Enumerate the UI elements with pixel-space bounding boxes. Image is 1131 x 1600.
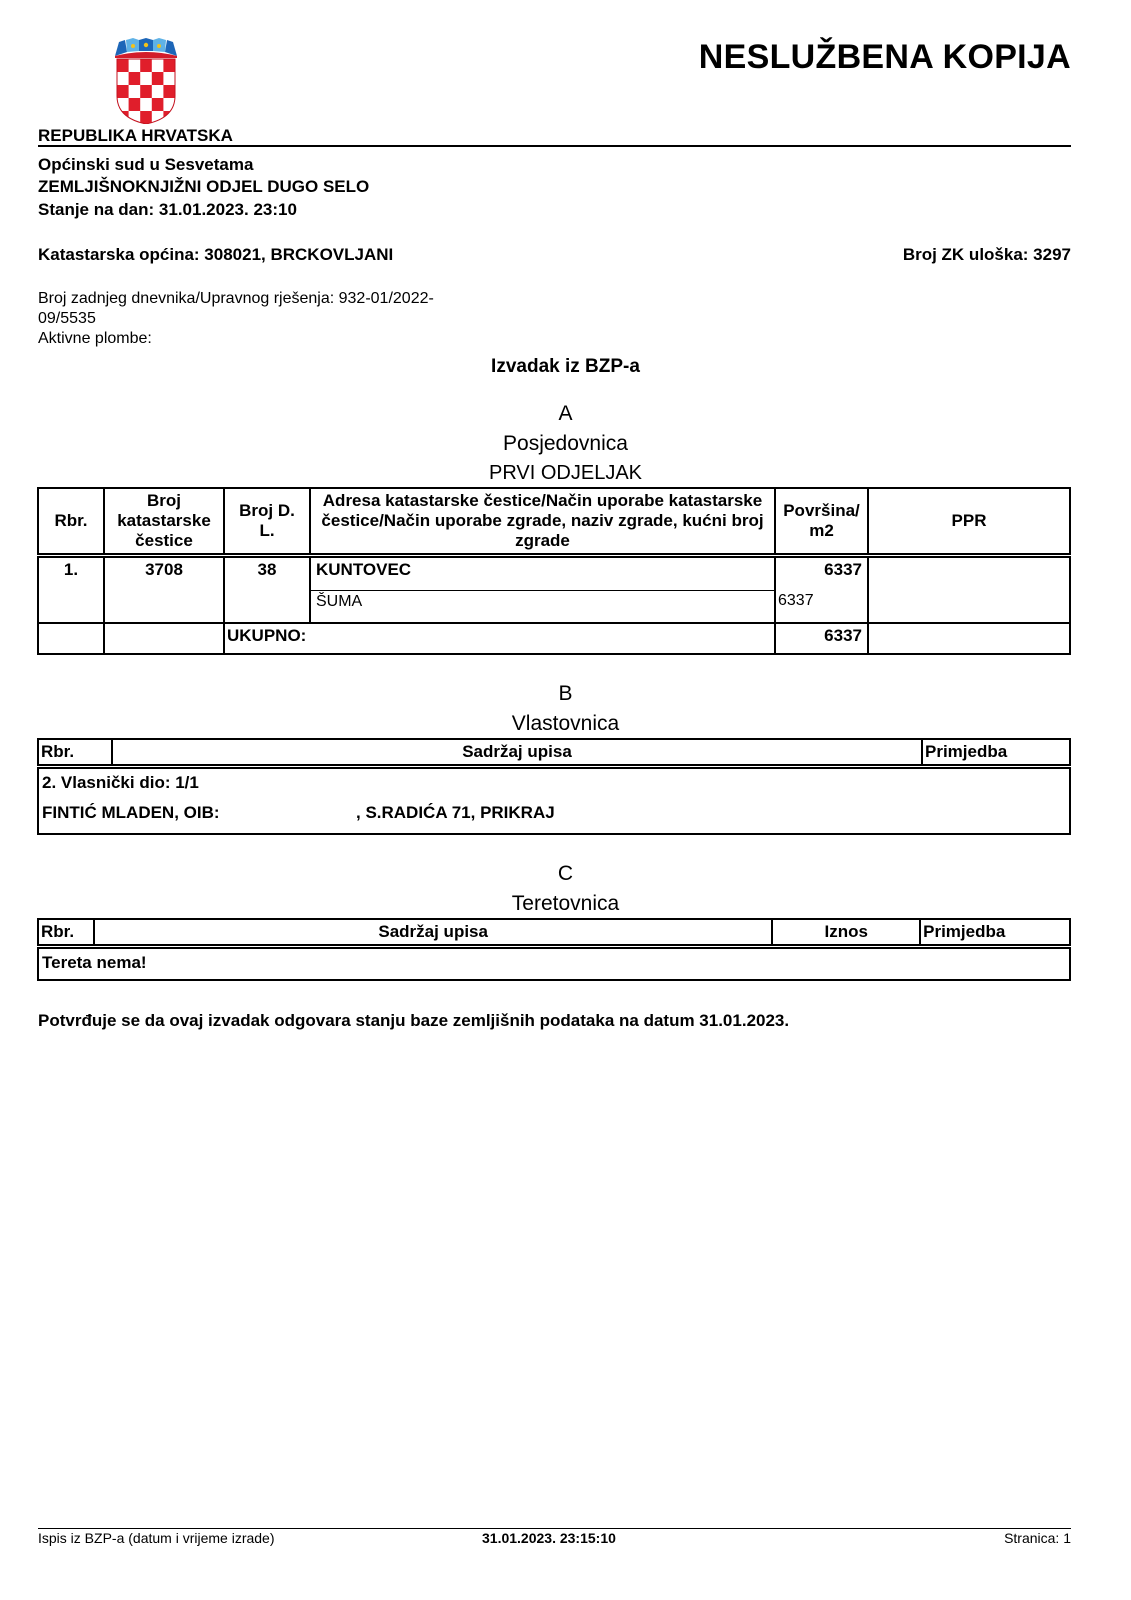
document-title: Izvadak iz BZP-a [491,356,640,377]
ownership-share: 2. Vlasnički dio: 1/1 [42,773,199,792]
possession-header-row [38,488,1070,556]
total-label: UKUPNO: [224,623,775,654]
unofficial-copy-heading: NESLUŽBENA KOPIJA [698,38,1071,76]
row-usage: ŠUMA [310,590,775,623]
footer-datetime: 31.01.2023. 23:15:10 [482,1530,616,1546]
owner-name: FINTIĆ MLADEN, OIB: [42,803,220,822]
active-seals: Aktivne plombe: [38,330,152,347]
footer-page-number: Stranica: 1 [1004,1530,1071,1546]
state-as-of: Stanje na dan: 31.01.2023. 23:10 [38,200,297,219]
total-area: 6337 [775,623,868,654]
row-dl-number: 38 [224,556,310,624]
total-row [38,623,1070,654]
section-b-letter: B [558,682,573,705]
col-rbr: Rbr. [38,919,94,947]
section-a-title: Posjedovnica [503,432,628,455]
col-rbr: Rbr. [38,739,112,767]
section-c-title: Teretovnica [511,892,620,915]
section-c-letter: C [557,862,574,885]
possession-table [37,487,1071,655]
owner-address: , S.RADIĆA 71, PRIKRAJ [356,803,555,822]
col-address: Adresa katastarske čestice/Način uporabe katastarske čestice/Način uporabe zgrade, naziv zgrade, kućni broj zgrade [310,488,775,556]
ownership-header-row [38,739,1070,767]
footer-label: Ispis iz BZP-a (datum i vrijeme izrade) [38,1530,275,1546]
section-a-letter: A [558,402,573,425]
row-usage-area: 6337 [775,590,868,623]
col-content: Sadržaj upisa [112,739,922,767]
footer-divider [38,1528,1071,1529]
checkerboard-shield [117,59,175,124]
registry-department: ZEMLJIŠNOKNJIŽNI ODJEL DUGO SELO [38,177,370,196]
col-ppr: PPR [868,488,1070,556]
header-divider [38,145,1071,147]
table-row [38,947,1070,981]
table-row [38,556,1070,591]
court-name: Općinski sud u Sesvetama [38,155,254,174]
row-area: 6337 [775,556,868,591]
col-amount: Iznos [772,919,920,947]
row-ppr [868,556,1070,624]
last-diary-line2: 09/5535 [38,310,96,327]
col-note: Primjedba [920,919,1070,947]
row-rbr: 1. [38,556,104,624]
land-registry-folio: Broj ZK uloška: 3297 [902,245,1071,264]
col-rbr: Rbr. [38,488,104,556]
col-parcel-number: Broj katastarske čestice [104,488,224,556]
encumbrance-header-row [38,919,1070,947]
section-a-subtitle: PRVI ODJELJAK [488,462,643,484]
col-area: Površina/ m2 [775,488,868,556]
row-parcel-number: 3708 [104,556,224,624]
col-dl-number: Broj D. L. [224,488,310,556]
crown [115,38,177,58]
cadastral-municipality: Katastarska općina: 308021, BRCKOVLJANI [38,245,394,264]
confirmation-text: Potvrđuje se da ovaj izvadak odgovara stanju baze zemljišnih podataka na datum 31.01.2023. [38,1011,790,1030]
col-content: Sadržaj upisa [94,919,772,947]
encumbrance-table [37,918,1071,981]
row-address: KUNTOVEC [310,556,775,591]
last-diary-line1: Broj zadnjeg dnevnika/Upravnog rješenja: 932-01/2022- [38,290,434,307]
col-note: Primjedba [922,739,1070,767]
table-row [38,767,1070,835]
ownership-table [37,738,1071,835]
republic-label: REPUBLIKA HRVATSKA [38,126,233,145]
section-b-title: Vlastovnica [511,712,620,735]
no-encumbrances: Tereta nema! [38,947,1070,981]
croatian-coat-of-arms-icon [113,38,179,124]
